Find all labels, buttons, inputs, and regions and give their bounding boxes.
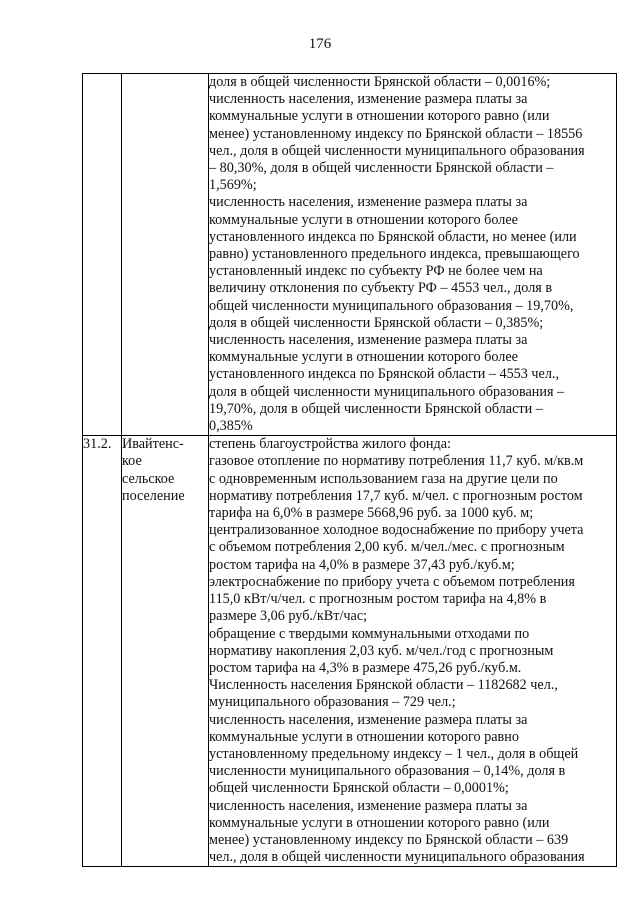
row-number	[83, 74, 122, 436]
description-line: установленного индекса по Брянской области, но менее (или	[209, 228, 577, 245]
description-line: доля в общей численности Брянской области – 0,0016%;	[209, 74, 551, 90]
description-line: коммунальные услуги в отношении которого более	[209, 349, 518, 366]
description-cell	[209, 74, 617, 436]
description-line: чел., доля в общей численности муниципального образования	[209, 849, 585, 866]
description-line: численность населения, изменение размера платы за	[209, 91, 528, 108]
description-line: величину отклонения по субъекту РФ – 4553 чел., доля в	[209, 280, 553, 297]
description-line: коммунальные услуги в отношении которого равно (или	[209, 814, 550, 831]
settlement-name-line: сельское	[122, 470, 175, 487]
description-line: доля в общей численности муниципального образования –	[209, 383, 565, 400]
description-line: с объемом потребления 2,00 куб. м/чел./мес. с прогнозным	[209, 539, 565, 556]
description-line: степень благоустройства жилого фонда:	[209, 436, 451, 453]
description-line: менее) установленному индексу по Брянской области – 639	[209, 831, 569, 848]
description-line: 1,569%;	[209, 177, 257, 194]
description-line: общей численности Брянской области – 0,0001%;	[209, 780, 509, 797]
settlement-name-line: Ивайтенс-	[122, 436, 184, 453]
description-line: численность населения, изменение размера платы за	[209, 194, 528, 211]
description-line: ростом тарифа на 4,3% в размере 475,26 руб./куб.м.	[209, 659, 522, 676]
description-line: менее) установленному индексу по Брянской области – 18556	[209, 125, 583, 142]
description-line: численность населения, изменение размера платы за	[209, 711, 528, 728]
description-line: численность населения, изменение размера платы за	[209, 797, 528, 814]
description-line: газовое отопление по нормативу потребления 11,7 куб. м/кв.м	[209, 453, 584, 470]
description-line: установленному предельному индексу – 1 чел., доля в общей	[209, 745, 579, 762]
settlement-name	[122, 74, 209, 436]
description-line: коммунальные услуги в отношении которого более	[209, 211, 518, 228]
description-line: электроснабжение по прибору учета с объемом потребления	[209, 573, 575, 590]
description-line: Численность населения Брянской области – 1182682 чел.,	[209, 677, 558, 694]
document-table	[82, 73, 617, 867]
description-line: централизованное холодное водоснабжение по прибору учета	[209, 522, 584, 539]
row-number: 31.2.	[83, 436, 122, 867]
description-line: коммунальные услуги в отношении которого равно (или	[209, 108, 550, 125]
table-row	[83, 436, 617, 867]
description-line: равно) установленного предельного индекса, превышающего	[209, 246, 580, 263]
table-row	[83, 74, 617, 436]
description-line: – 80,30%, доля в общей численности Брянской области –	[209, 160, 554, 177]
description-line: установленный индекс по субъекту РФ не более чем на	[209, 263, 543, 280]
description-line: доля в общей численности Брянской области – 0,385%;	[209, 314, 544, 331]
description-line: 0,385%	[209, 418, 253, 435]
settlement-name	[122, 436, 209, 867]
settlement-name-line: поселение	[122, 487, 185, 504]
description-line: обращение с твердыми коммунальными отходами по	[209, 625, 530, 642]
description-line: численность населения, изменение размера платы за	[209, 332, 528, 349]
description-line: нормативу накопления 2,03 куб. м/чел./год с прогнозным	[209, 642, 554, 659]
description-line: ростом тарифа на 4,0% в размере 37,43 руб./куб.м;	[209, 556, 515, 573]
description-line: с одновременным использованием газа на другие цели по	[209, 470, 558, 487]
description-line: коммунальные услуги в отношении которого равно	[209, 728, 519, 745]
settlement-name-line: кое	[122, 453, 142, 470]
description-line: размере 3,06 руб./кВт/час;	[209, 608, 368, 625]
description-line: тарифа на 6,0% в размере 5668,96 руб. за 1000 куб. м;	[209, 505, 534, 522]
description-line: установленного индекса по Брянской области – 4553 чел.,	[209, 366, 560, 383]
description-cell	[209, 436, 617, 867]
description-line: чел., доля в общей численности муниципального образования	[209, 142, 585, 159]
description-line: 115,0 кВт/ч/чел. с прогнозным ростом тарифа на 4,8% в	[209, 591, 547, 608]
description-line: общей численности муниципального образования – 19,70%,	[209, 297, 574, 314]
page-number: 176	[308, 36, 332, 52]
description-line: нормативу потребления 17,7 куб. м/чел. с прогнозным ростом	[209, 487, 583, 504]
description-line: численности муниципального образования – 0,14%, доля в	[209, 763, 566, 780]
description-line: 19,70%, доля в общей численности Брянской области –	[209, 400, 543, 417]
description-line: муниципального образования – 729 чел.;	[209, 694, 456, 711]
